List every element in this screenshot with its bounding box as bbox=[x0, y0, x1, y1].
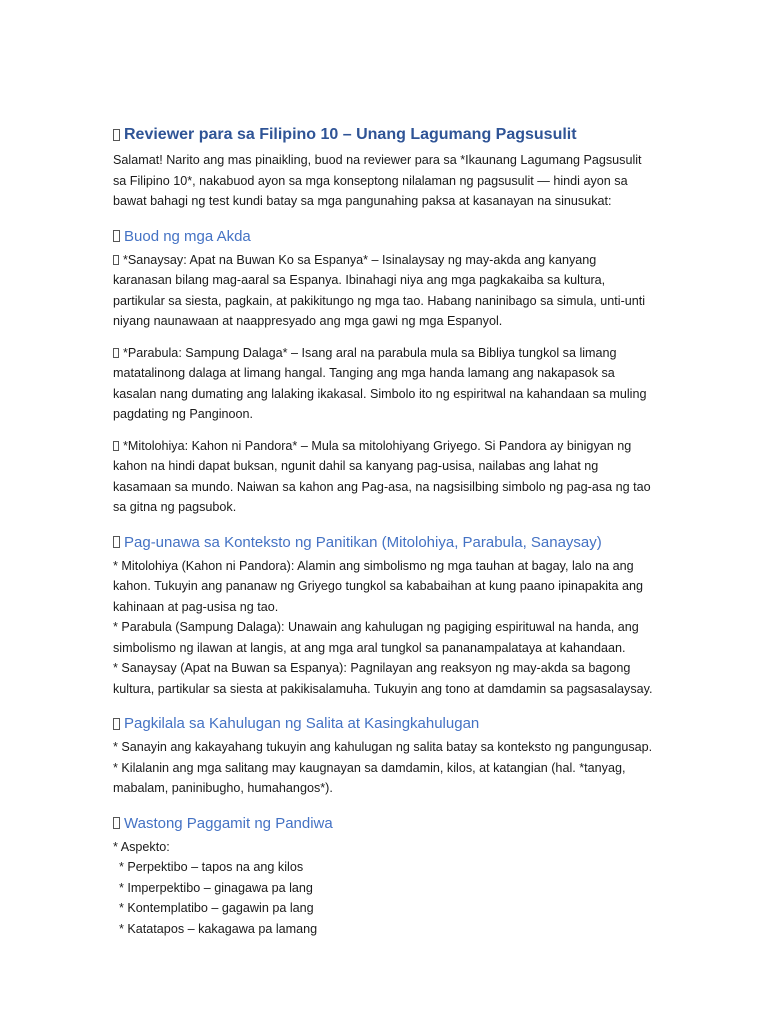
section-heading-pandiwa bbox=[113, 813, 658, 834]
verb-aspect-label: * Aspekto: bbox=[113, 839, 170, 854]
section-heading-text: Pag-unawa sa Konteksto ng Panitikan (Mitolohiya, Parabula, Sanaysay) bbox=[124, 533, 602, 551]
section-heading-text: Pagkilala sa Kahulugan ng Salita at Kasingkahulugan bbox=[124, 715, 480, 732]
missing-glyph-icon bbox=[113, 255, 119, 265]
summary-paragraph-sanaysay bbox=[113, 250, 658, 332]
context-item-mitolohiya: * Mitolohiya (Kahon ni Pandora): Alamin ang simbolismo ng mga tauhan at bagay, lalo na ang kahon. Tukuyin ang pananaw ng Griyego tungkol sa kababaihan at kung paano ipinapakita ang kahinaan at pag-usisa ng tao. bbox=[113, 558, 644, 614]
summary-paragraph-parabula bbox=[113, 343, 658, 425]
context-item-parabula: * Parabula (Sampung Dalaga): Unawain ang kahulugan ng pagiging espirituwal na handa, ang simbolismo ng ilawan at langis, at ang mga aral tungkol sa pananampalataya at kahandaan. bbox=[113, 620, 639, 655]
missing-glyph-icon bbox=[113, 536, 120, 548]
vocab-item: * Sanayin ang kakayahang tukuyin ang kahulugan ng salita batay sa konteksto ng pangungusap. bbox=[113, 740, 653, 754]
document-title bbox=[113, 124, 658, 146]
missing-glyph-icon bbox=[113, 129, 120, 141]
section-heading-buod bbox=[113, 226, 658, 247]
missing-glyph-icon bbox=[113, 348, 119, 358]
section-heading-text: Buod ng mga Akda bbox=[124, 227, 251, 245]
context-item-sanaysay: * Sanaysay (Apat na Buwan sa Espanya): Pagnilayan ang reaksyon ng may-akda sa bagong kultura, partikular sa siesta at pakikisalamuha. Tukuyin ang tono at damdamin sa pagsasalaysay. bbox=[113, 661, 653, 696]
verb-aspect-item: * Perpektibo – tapos na ang kilos bbox=[119, 860, 304, 874]
summary-text: *Mitolohiya: Kahon ni Pandora* – Mula sa mitolohiyang Griyego. Si Pandora ay binigyan ng kahon na hindi dapat buksan, ngunit dahil sa kanyang pag-usisa, nailabas ang lahat ng kasamaan sa mundo. Naiwan sa kahon ang Pag-asa, na nagsisilbing simbolo ng pag-asa ng tao sa gitna ng pagsubok. bbox=[113, 438, 651, 514]
section-heading-konteksto bbox=[113, 532, 658, 553]
summary-paragraph-mitolohiya bbox=[113, 436, 658, 518]
verb-aspect-item: * Imperpektibo – ginagawa pa lang bbox=[119, 880, 313, 895]
intro-paragraph: Salamat! Narito ang mas pinaikling, buod na reviewer para sa *Ikaunang Lagumang Pagsusulit sa Filipino 10*, nakabuod ayon sa mga konseptong nilalaman ng pagsusulit — hindi ayon sa bawat bahagi ng test kundi batay sa mga pangunahing paksa at kasanayan na sinusukat: bbox=[113, 153, 642, 208]
missing-glyph-icon bbox=[113, 230, 120, 242]
verb-aspect-item: * Kontemplatibo – gagawin pa lang bbox=[119, 901, 314, 915]
section-heading-salita bbox=[113, 713, 658, 734]
summary-text: *Sanaysay: Apat na Buwan Ko sa Espanya* – Isinalaysay ng may-akda ang kanyang karanasan bilang mag-aaral sa Espanya. Ibinahagi niya ang mga pagkakaiba sa kultura, partikular sa siesta, pagkain, at pakikitungo ng mga tao. Habang naninibago sa simula, unti-unti niyang naunawaan at naappresyado ang mga gawi ng mga Espanyol. bbox=[113, 252, 646, 328]
missing-glyph-icon bbox=[113, 817, 120, 829]
verb-aspect-item: * Katatapos – kakagawa pa lamang bbox=[119, 921, 318, 936]
summary-text: *Parabula: Sampung Dalaga* – Isang aral na parabula mula sa Bibliya tungkol sa limang matatalinong dalaga at limang hangal. Tanging ang mga handa lamang ang nakapasok sa kasalan nang dumating ang lalaking ikakasal. Simbolo ito ng espiritwal na kahandaan sa muling pagdating ng Panginoon. bbox=[113, 345, 647, 421]
section-heading-text: Wastong Paggamit ng Pandiwa bbox=[124, 814, 333, 832]
missing-glyph-icon bbox=[113, 441, 119, 451]
missing-glyph-icon bbox=[113, 718, 120, 730]
vocab-item: * Kilalanin ang mga salitang may kaugnayan sa damdamin, kilos, at katangian (hal. *tanyag, mabalam, paninibugho, humahangos*). bbox=[113, 760, 626, 795]
document-title-text: Reviewer para sa Filipino 10 – Unang Lagumang Pagsusulit bbox=[124, 126, 577, 143]
